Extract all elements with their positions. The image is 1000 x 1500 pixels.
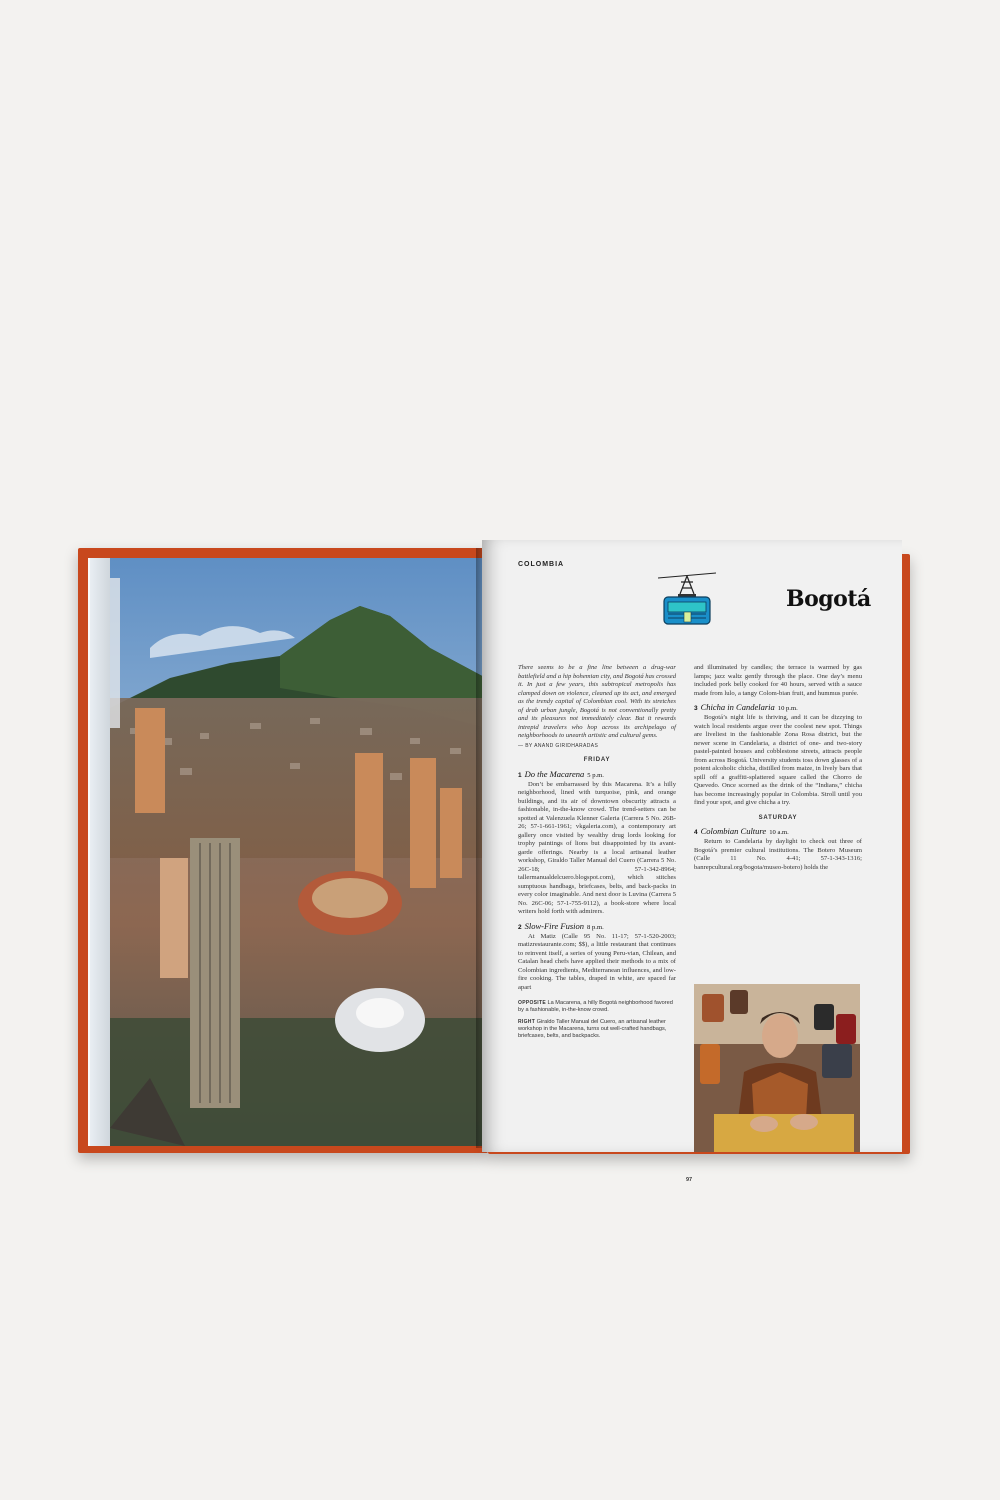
item-number: 3 (694, 705, 698, 712)
item-3-text: Bogotá’s night life is thriving, and it can be dizzying to watch local residents argue over the coolest new spot. Things are liveliest in the fashionable Zona Rosa district, but the newer scene in Candelaria, a district of one- and two-story pastel-painted houses and cobblestone streets, attracts people from across Bogotá. University students toss down glasses of a potent alcoholic chicha, distilled from maize, in lively bars that spill off a graffiti-splattered square called the Chorro de Quevedo. Once scorned as the drink of the “Indians,” chicha has become increasingly popular in Colombia. Stroll until you find your spot, and give chicha a try. (694, 714, 862, 806)
cable-car-icon (658, 570, 716, 626)
item-3-heading (694, 702, 862, 714)
caption-text: Giraldo Taller Manual del Cuero, an artisanal leather workshop in the Macarena, turns out well-crafted handbags, briefcases, belts, and backpacks. (518, 1019, 667, 1039)
item-time: 10 p.m. (777, 705, 798, 712)
item-2-text-continued: and illuminated by candles; the terrace is warmed by gas lamps; jazz waltz gently through the place. One day’s menu included pork belly cooked for 40 hours, served with a sauce made from lulo, a tangy Colom-bian fruit, and hummus purée. (694, 664, 862, 697)
day-heading-friday: FRIDAY (583, 757, 611, 763)
bogota-aerial-photo (110, 558, 486, 1146)
caption-right (518, 1019, 676, 1040)
item-time: 8 p.m. (587, 923, 604, 931)
previous-page-edge (90, 558, 110, 1146)
caption-label: OPPOSITE (518, 1000, 546, 1006)
section-label: COLOMBIA (518, 561, 565, 568)
intro-paragraph: There seems to be a fine line between a drug-war battlefield and a hip bohemian city, and Bogotá has crossed it. In just a few years, this subtropical metropolis has clamped down on violence, cleaned up its act, and emerged as the trendy capital of Colombian cool. With its stretches of drab urban jungle, Bogotá is not conventionally pretty and its pleasures not immediately clear. But it rewards intrepid travelers who hop across its archipelago of neighborhoods to unearth artistic and cultural gems. (518, 664, 676, 739)
item-title: Chicha in Candelaria (700, 702, 775, 712)
item-title: Slow-Fire Fusion (524, 920, 585, 931)
city-title: Bogotá (786, 586, 871, 612)
item-1-heading (518, 769, 676, 781)
item-1-text: Don’t be embarrassed by this Macarena. It’s a hilly neighborhood, lined with turquoise, pink, and orange buildings, and its air of downtown obscurity attracts a fashionable, in-the-know crowd. The trend-setters can be spotted at Valenzuela Klenner Galeria (Carrera 5 No. 26B-26; 57-1-661-1961; vkgaleria.com), a contemporary art gallery once visited by wealthy drug lords looking for trophy paintings of lions but disappointed by its avant-garde offerings. Nearby is a local artisanal leather workshop, Giraldo Taller Manual del Cuero (Carrera 5 No. 26C-18; 57-1-342-8964; tallermanualdelcuero.blogspot.com), which stitches sumptuous handbags, briefcases, belts, and back-packs in every color imaginable. And next door is Luvina (Carrera 5 No. 26C-06; 57-1-755-9112), a book-store where local writers hold forth with admirers. (518, 780, 676, 915)
item-time: 5 p.m. (587, 771, 604, 779)
byline: — BY ANAND GIRIDHARADAS (518, 742, 599, 749)
item-2-text: At Matiz (Calle 95 No. 11-17; 57-1-520-2003; matizrestaurante.com; $$), a little restaurant that continues to reinvent itself, a series of young Peru-vian, Chilean, and Catalan head chefs have applied their methods to a mix of Colombian ingredients, Mediterranean influences, and low-fire cooking. The tables, draped in white, are spaced far apart (518, 932, 676, 991)
day-heading-saturday: SATURDAY (758, 814, 798, 821)
item-4-heading (694, 826, 862, 838)
item-number: 1 (518, 771, 522, 779)
article-column-1 (518, 664, 676, 1045)
page-number: 97 (686, 1177, 693, 1183)
open-book (78, 548, 910, 1183)
caption-label: RIGHT (518, 1019, 536, 1025)
article-column-2 (694, 664, 862, 872)
leather-workshop-photo (694, 984, 860, 1152)
right-page (482, 540, 902, 1183)
item-number: 2 (518, 923, 522, 931)
item-2-heading (518, 921, 676, 933)
item-title: Colombian Culture (700, 826, 767, 836)
item-time: 10 a.m. (769, 829, 789, 836)
item-4-text: Return to Candelaria by daylight to check out three of Bogotá’s premier cultural institutions. The Botero Museum (Calle 11 No. 4-41; 57-1-343-1316; banrepcultural.org/bogota/museo-botero) holds the (694, 838, 862, 871)
item-title: Do the Macarena (524, 768, 585, 779)
caption-opposite (518, 1000, 676, 1014)
left-page (88, 558, 486, 1146)
caption-text: La Macarena, a hilly Bogotá neighborhood favored by a fashionable, in-the-know crowd. (518, 1000, 673, 1013)
item-number: 4 (694, 829, 698, 836)
